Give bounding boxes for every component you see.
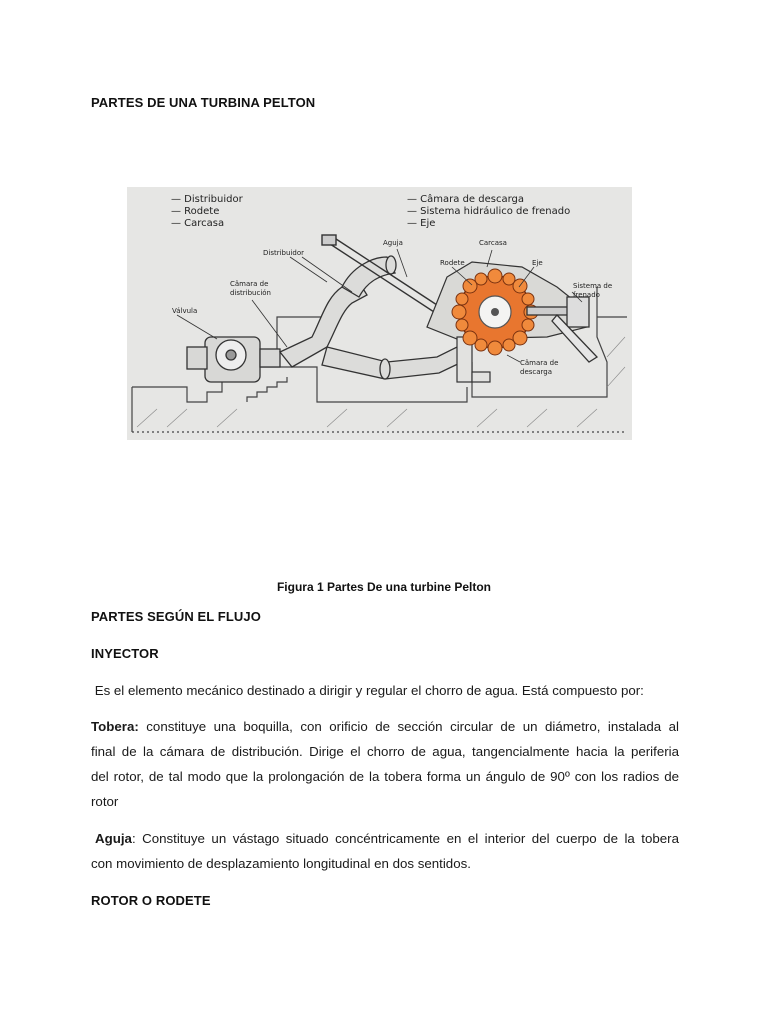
- label-camara-descarga-2: descarga: [520, 368, 553, 376]
- figure-caption: Figura 1 Partes De una turbine Pelton: [276, 580, 492, 594]
- aguja-term: Aguja: [95, 831, 132, 846]
- label-aguja: Aguja: [383, 239, 403, 247]
- pelton-turbine-figure: [127, 187, 632, 440]
- tobera-line-4: rotor: [91, 794, 119, 809]
- tobera-term: Tobera:: [91, 719, 139, 734]
- tobera-line-1: [91, 714, 679, 739]
- legend-sistema-frenado: — Sistema hidráulico de frenado: [407, 206, 571, 217]
- page-title: PARTES DE UNA TURBINA PELTON: [91, 95, 316, 110]
- label-rodete: Rodete: [440, 259, 465, 267]
- legend-carcasa: — Carcasa: [171, 218, 225, 229]
- aguja-line-2: con movimiento de desplazamiento longitudinal en dos sentidos.: [91, 856, 471, 871]
- label-eje: Eje: [532, 259, 543, 267]
- section-heading: PARTES SEGÚN EL FLUJO: [91, 609, 261, 624]
- label-carcasa: Carcasa: [479, 239, 507, 247]
- label-sistema-1: Sistema de: [573, 282, 613, 290]
- legend-rodete: — Rodete: [171, 206, 220, 217]
- aguja-text-1: : Constituye un vástago situado concéntricamente en el interior del cuerpo de la tobera: [131, 831, 679, 846]
- inyector-heading: INYECTOR: [91, 646, 159, 661]
- rotor-heading: ROTOR O RODETE: [91, 893, 211, 908]
- valve: [187, 337, 280, 382]
- legend-eje: — Eje: [407, 218, 436, 229]
- runner-wheel: [452, 269, 538, 355]
- aguja-line-1: [91, 826, 679, 851]
- label-valvula: Válvula: [172, 307, 198, 315]
- label-distribuidor: Distribuidor: [263, 249, 304, 257]
- tobera-text-1: constituye una boquilla, con orificio de sección circular de un diámetro, instalada al: [138, 719, 679, 734]
- label-camara-distribucion-2: distribución: [230, 289, 271, 297]
- tobera-line-2: final de la cámara de distribución. Dirige el chorro de agua, tangencialmente hacia la periferia: [91, 744, 679, 759]
- intro-paragraph: Es el elemento mecánico destinado a dirigir y regular el chorro de agua. Está compuesto por:: [91, 683, 644, 698]
- label-camara-descarga-1: Câmara de: [520, 359, 559, 367]
- aguja-paragraph: [91, 826, 679, 876]
- label-sistema-2: frenado: [573, 291, 600, 299]
- turbine-diagram: [127, 187, 632, 440]
- legend-camara-descarga: — Câmara de descarga: [407, 194, 525, 205]
- tobera-line-3: del rotor, de tal modo que la prolongación de la tobera forma un ángulo de 90º con los radios de: [91, 769, 679, 784]
- tobera-paragraph: [91, 714, 679, 814]
- label-camara-distribucion-1: Câmara de: [230, 280, 269, 288]
- legend-distribuidor: — Distribuidor: [171, 194, 243, 205]
